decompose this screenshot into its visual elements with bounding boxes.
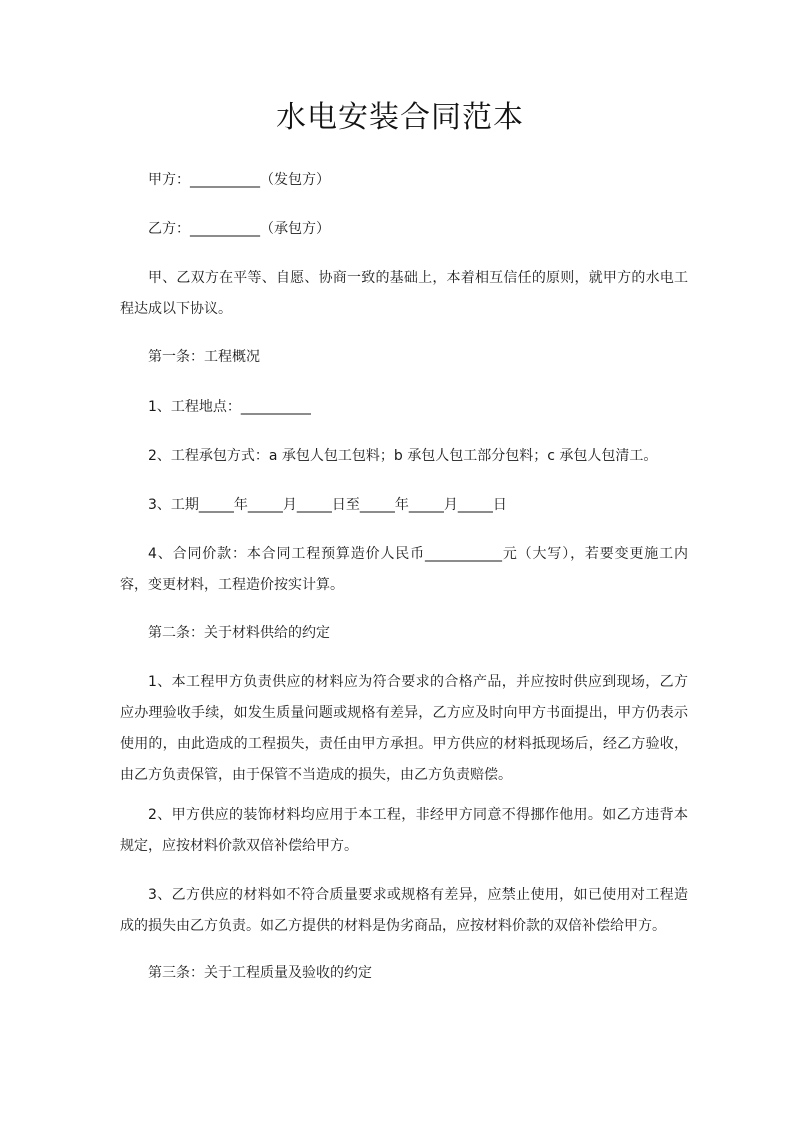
article1-heading: 第一条：工程概况 [148,349,260,365]
article2-item-usage: 2、甲方供应的装饰材料均应用于本工程，非经甲方同意不得挪作他用。如乙方违背本规定，应按材料价款双倍补偿给甲方。 [120,807,688,854]
article2-heading: 第二条：关于材料供给的约定 [148,625,330,641]
article3-heading: 第三条：关于工程质量及验收的约定 [148,965,372,981]
intro-paragraph: 甲、乙双方在平等、自愿、协商一致的基础上，本着相互信任的原则，就甲方的水电工程达成以下协议。 [120,270,688,317]
article1-item-contract-method: 2、工程承包方式：a 承包人包工包料；b 承包人包工部分包料；c 承包人包清工。 [148,448,658,464]
document-title: 水电安装合同范本 [276,100,524,135]
party-b-line: 乙方：__________（承包方） [148,221,330,237]
article1-item-location: 1、工程地点：__________ [148,399,311,415]
article1-item-period: 3、工期_____年_____月_____日至_____年_____月_____日 [148,497,507,513]
article2-item-quality: 3、乙方供应的材料如不符合质量要求或规格有差异，应禁止使用，如已使用对工程造成的损失由乙方负责。如乙方提供的材料是伪劣商品，应按材料价款的双倍补偿给甲方。 [120,887,688,934]
party-a-line: 甲方：__________（发包方） [148,172,330,188]
article1-item-price: 4、合同价款：本合同工程预算造价人民币___________元（大写），若要变更施工内容，变更材料，工程造价按实计算。 [120,546,688,593]
article2-item-supply: 1、本工程甲方负责供应的材料应为符合要求的合格产品，并应按时供应到现场，乙方应办理验收手续，如发生质量问题或规格有差异，乙方应及时向甲方书面提出，甲方仍表示使用的，由此造成的工程损失，责任由甲方承担。甲方供应的材料抵现场后，经乙方验收，由乙方负责保管，由于保管不当造成的损失，由乙方负责赔偿。 [120,674,688,783]
